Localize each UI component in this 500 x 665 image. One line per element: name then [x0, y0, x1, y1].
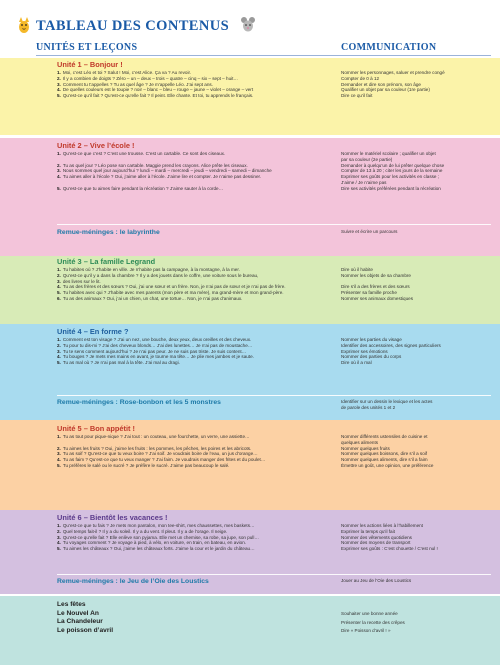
communication-line: Nommer les objets de sa chambre [341, 272, 411, 278]
row-divider [57, 574, 491, 575]
lesson-line [57, 76, 329, 82]
remue-meninges-communication: Identifier sur un dessin le lexique et les actes [341, 399, 433, 404]
communication-line: Nommer les parties du visage [341, 337, 402, 342]
communication-line: Qualifier un objet par sa couleur (1re partie) [341, 87, 430, 93]
lesson-number: 1. [57, 267, 61, 272]
lesson-number: 3. [57, 278, 61, 284]
lesson-line [57, 337, 329, 343]
lesson-number: 4. [57, 284, 61, 290]
lesson-number: 4. [57, 457, 61, 463]
communication-line: Exprimer la temps qu’il fait [341, 528, 395, 534]
lesson-line [57, 343, 329, 349]
lesson-number: 1. [57, 151, 61, 156]
communication-line: Émettre un goût, une opinion, une préférence [341, 463, 434, 468]
row-divider [57, 395, 491, 396]
lesson-number: 3. [57, 81, 61, 87]
remue-meninges-title: Remue-méninges : le labyrinthe [57, 229, 160, 236]
lesson-text: Qu’est-ce qu’il y a dans la chambre ? Il y a des jouets dans le coffre, une voiture sous le bureau, [62, 272, 259, 278]
lesson-number: 1. [57, 70, 61, 75]
lesson-text: Moi, c’est Léo et toi ? Salut ! Moi, c’est Alice. Ça va ? Au revoir. [62, 70, 192, 75]
communication-line: J’aime / Je n’aime pas [341, 180, 387, 185]
lesson-line [57, 535, 329, 541]
lesson-text: Qu’est-ce que tu aimes faire pendant la récréation ? J’aime sauter à la corde… [62, 185, 224, 191]
lesson-line [57, 93, 329, 99]
fete-item: Le poisson d’avril [57, 626, 114, 634]
lesson-text: Tu aimes les châteaux ? Oui, j’aime les châteaux forts. J’aime la cour et le jardin du château… [62, 546, 255, 552]
lesson-number: 6. [57, 296, 61, 301]
lesson-text: Qu’est-ce que c’est ? C’est une trousse. C’est un cartable. Ce sont des ciseaux. [62, 151, 226, 156]
lesson-number: 4. [57, 87, 61, 93]
lesson-line [57, 451, 329, 457]
communication-line: Nommer quelques aliments, dire s’il a faim [341, 457, 428, 463]
header-divider [36, 55, 491, 56]
lesson-text: Tu voyages comment ? Je voyage à pied, à vélo, en voiture, en train, en bateau, en avion. [62, 540, 247, 546]
unit-title: Unité 5 – Bon appétit ! [57, 424, 136, 433]
lesson-line [57, 296, 329, 302]
lesson-number: 3. [57, 168, 61, 174]
fete-item: Le Nouvel An [57, 609, 99, 617]
communication-line: Nommer des vêtements quotidiens [341, 534, 412, 540]
lesson-text: Tu aimes les fruits ? Oui, j’aime les fruits : les pommes, les pêches, les poires et les abricots. [62, 445, 252, 451]
row-divider [57, 224, 491, 225]
communication-line: Compter de 0 à 12 [341, 75, 380, 81]
remue-meninges-communication: Jouer au Jeu de l’Oie des Loustics [341, 578, 412, 583]
communication-line: Nommer les actions liées à l’habillement [341, 523, 423, 528]
lesson-number: 4. [57, 174, 61, 180]
communication-line: Identifier des accessoires, des signes particuliers [341, 342, 441, 348]
lesson-text: des livres sur le lit. [62, 278, 101, 284]
fete-communication: Dire « Poisson d’avril ! » [341, 628, 391, 633]
lesson-number: 5. [57, 290, 61, 296]
lesson-line [57, 463, 329, 469]
lesson-line [57, 279, 329, 285]
lesson-line [57, 174, 329, 180]
lesson-text: Tu as des frères et des sœurs ? Oui, j’ai une sœur et un frère. Non, je n’ai pas de sœur et je n’ai pas de frère. [62, 284, 286, 290]
fete-item: Les fêtes [57, 601, 86, 608]
communication-line: quelques aliments [341, 439, 379, 445]
lesson-line [57, 284, 329, 290]
lesson-number: 2. [57, 528, 61, 534]
lesson-text: Tu as soif ? Qu’est-ce que tu veux boire ? J’ai soif. Je voudrais boire de l’eau, un jus d’orange… [62, 451, 258, 457]
communication-line: Demander à quelqu’un de lui prêter quelque chose [341, 162, 445, 168]
communication-line: Nommer les personnages, saluer et prendre congé [341, 70, 445, 75]
page-title: TABLEAU DES CONTENUS [36, 18, 230, 34]
communication-line: Exprimer ses goûts pour les activités en classe ; [341, 174, 440, 180]
communication-line: Dire ses activités préférées pendant la récréation [341, 185, 441, 191]
lesson-number: 3. [57, 451, 61, 457]
lesson-text: De quelles couleurs est le toupie ? noir – blanc – bleu – rouge – jaune – violet – orange – vert [62, 87, 254, 93]
mascot-cat-icon [16, 16, 32, 34]
mascot-mouse-icon [240, 15, 256, 33]
lesson-line [57, 540, 329, 546]
communication-line: Dire s’il a des frères et des sœurs [341, 284, 410, 290]
unit-title: Unité 3 – La famille Legrand [57, 257, 156, 266]
lesson-text: Tu as tout pour pique-nique ? J’ai tout : un couteau, une fourchette, un verre, une assiette… [62, 434, 250, 439]
lesson-line [57, 168, 329, 174]
lesson-number: 2. [57, 272, 61, 278]
lesson-line [57, 186, 329, 192]
lesson-number: 5. [57, 546, 61, 552]
remue-meninges-communication: Suivre et écrire un parcours [341, 229, 398, 234]
lesson-text: Tu habites avec qui ? J’habite avec mes parents (mon père et ma mère), ma grand-mère et mon grand-père. [62, 290, 284, 296]
lesson-text: Tu as des animaux ? Oui, j’ai un chien, un chat, une tortue… Non, je n’ai pas d’animaux. [62, 296, 243, 301]
lesson-number: 2. [57, 342, 61, 348]
lesson-text: Tu aimes aller à l’école ? Oui, j’aime aller à l’école. J’aime lire et compter. Je n’aime pas dessiner. [62, 174, 262, 180]
communication-line: Dire où il a mal [341, 360, 372, 366]
unit-title: Unité 6 – Bientôt les vacances ! [57, 513, 168, 522]
lesson-text: Tu pour tu dis-mi ? J’ai des cheveux blonds… J’ai des lunettes… Je n’ai pas de moustache… [62, 342, 253, 348]
lesson-number: 2. [57, 75, 61, 81]
lesson-line [57, 546, 329, 552]
lesson-text: Tu as quel jour ? Léo pose son cartable. Maggie prend les crayons. Alice prête les ciseaux. [62, 162, 248, 168]
lesson-number: 5. [57, 93, 61, 99]
lesson-line [57, 523, 329, 529]
lesson-line [57, 354, 329, 360]
lesson-text: Nous sommes quel jour aujourd’hui ? lundi – mardi – mercredi – jeudi – vendredi – samedi – dimanche [62, 168, 272, 174]
lesson-number: 1. [57, 434, 61, 439]
lesson-text: Tu as mal où ? Je n’ai pas mal à la tête. J’ai mal au dragi. [62, 360, 180, 366]
lesson-line [57, 87, 329, 93]
lesson-number: 4. [57, 354, 61, 360]
lesson-number: 2. [57, 162, 61, 168]
lesson-line [57, 349, 329, 355]
lesson-line [57, 82, 329, 88]
communication-line: Compter de 13 à 20 ; citer les jours de la semaine [341, 168, 443, 174]
fete-communication: Présenter la recette des crêpes [341, 619, 405, 625]
lesson-text: Il y a combien de doigts ? Zéro – un – deux – trois – quatre – cinq – six – sept – huit… [62, 75, 239, 81]
lesson-text: Tu as faim ? Qu’est-ce que tu veux manger ? J’ai faim. Je voudrais manger des frites et du poulet… [62, 457, 266, 463]
communication-line: Nommer différents ustensiles de cuisine et [341, 434, 428, 439]
lesson-number: 5. [57, 185, 61, 191]
lesson-text: Tu te sens comment aujourd’hui ? Je n’ai pas peur. Je ne suis pas triste. Je suis content… [62, 348, 247, 354]
column-header-communication: COMMUNICATION [341, 42, 437, 53]
unit-title: Unité 1 – Bonjour ! [57, 60, 123, 69]
lesson-number: 2. [57, 445, 61, 451]
lesson-line [57, 163, 329, 169]
lesson-text: Qu’est-ce qu’elle fait ? Elle enlève son pyjama. Elle met un chemise, sa robe, sa jupe, son pull… [62, 534, 259, 540]
fete-communication: Souhaiter une bonne année [341, 611, 398, 616]
communication-line: Demander et dire son prénom, son âge [341, 81, 421, 87]
communication-line: Nommer des moyens de transport [341, 540, 411, 546]
lesson-line [57, 529, 329, 535]
communication-line: Présenter sa famille proche [341, 290, 397, 296]
communication-line: Nommer le matériel scolaire ; qualifier un objet [341, 151, 436, 156]
fete-item: La Chandeleur [57, 618, 103, 625]
lesson-number: 1. [57, 523, 61, 528]
lesson-text: Comment est ton visage ? J’ai un nez, une bouche, deux yeux, deux oreilles et des cheveux. [62, 337, 252, 342]
lesson-text: Quel temps fait-il ? Il y a du soleil. Il y a du vent. Il pleut. Il y a de l’orage. Il neige. [62, 528, 228, 534]
lesson-line [57, 70, 329, 76]
communication-line: Nommer ses animaux domestiques [341, 296, 413, 301]
lesson-text: Qu’est-ce qu’il fait ? Qu’est-ce qu’elle fait ? Il peint. Elle chante. Et toi, tu apprends le français. [62, 93, 254, 99]
remue-meninges-communication: de parole des unités 1 et 2 [341, 404, 396, 410]
lesson-line [57, 151, 329, 157]
lesson-number: 5. [57, 360, 61, 366]
lesson-line [57, 457, 329, 463]
lesson-number: 5. [57, 463, 61, 468]
column-header-units: UNITÉS ET LEÇONS [36, 42, 138, 53]
unit-title: Unité 2 – Vive l’école ! [57, 141, 135, 150]
remue-meninges-title: Remue-méninges : le Jeu de l’Oie des Loustics [57, 578, 209, 585]
lesson-line [57, 290, 329, 296]
lesson-line [57, 446, 329, 452]
lesson-text: Tu préfères le salé ou le sucré ? Je préfère le sucré. J’aime pas beaucoup le salé. [62, 463, 230, 468]
lesson-number: 3. [57, 534, 61, 540]
communication-line: Dire où il habite [341, 267, 373, 272]
communication-line: Exprimer ses goûts : C’est chouette / C’est nul ! [341, 546, 438, 552]
communication-line: par sa couleur (2e partie) [341, 156, 393, 162]
lesson-line [57, 360, 329, 366]
lesson-number: 3. [57, 348, 61, 354]
remue-meninges-title: Remue-méninges : Rose-bonbon et les 5 monstres [57, 399, 221, 406]
lesson-text: Tu bouges ? Je mets mes mains en avant, je tourne ma tête… Je plie mes jambes et je saute. [62, 354, 254, 360]
communication-line: Nommer quelques boissons, dire s’il a soif [341, 451, 428, 457]
lesson-text: Qu’est-ce que tu fais ? Je mets mon pantalon, mon tee-shirt, mes chaussettes, mes baskets… [62, 523, 255, 528]
header [0, 0, 500, 58]
communication-line: Exprimer ses émotions [341, 348, 388, 354]
lesson-number: 1. [57, 337, 61, 342]
lesson-line [57, 273, 329, 279]
communication-line: Nommer des parties du corps [341, 354, 402, 360]
communication-line: Nommer quelques fruits [341, 445, 390, 451]
communication-line: Dire ce qu’il fait [341, 93, 373, 99]
lesson-text: Comment tu t’appelles ? Tu as quel âge ? Je m’appelle Léo. J’ai sept ans. [62, 81, 213, 87]
lesson-line [57, 267, 329, 273]
lesson-line [57, 434, 329, 440]
lesson-text: Tu habites où ? J’habite en ville. Je n’habite pas la campagne, à la montagne, à la mer. [62, 267, 240, 272]
unit-title: Unité 4 – En forme ? [57, 327, 129, 336]
lesson-number: 4. [57, 540, 61, 546]
